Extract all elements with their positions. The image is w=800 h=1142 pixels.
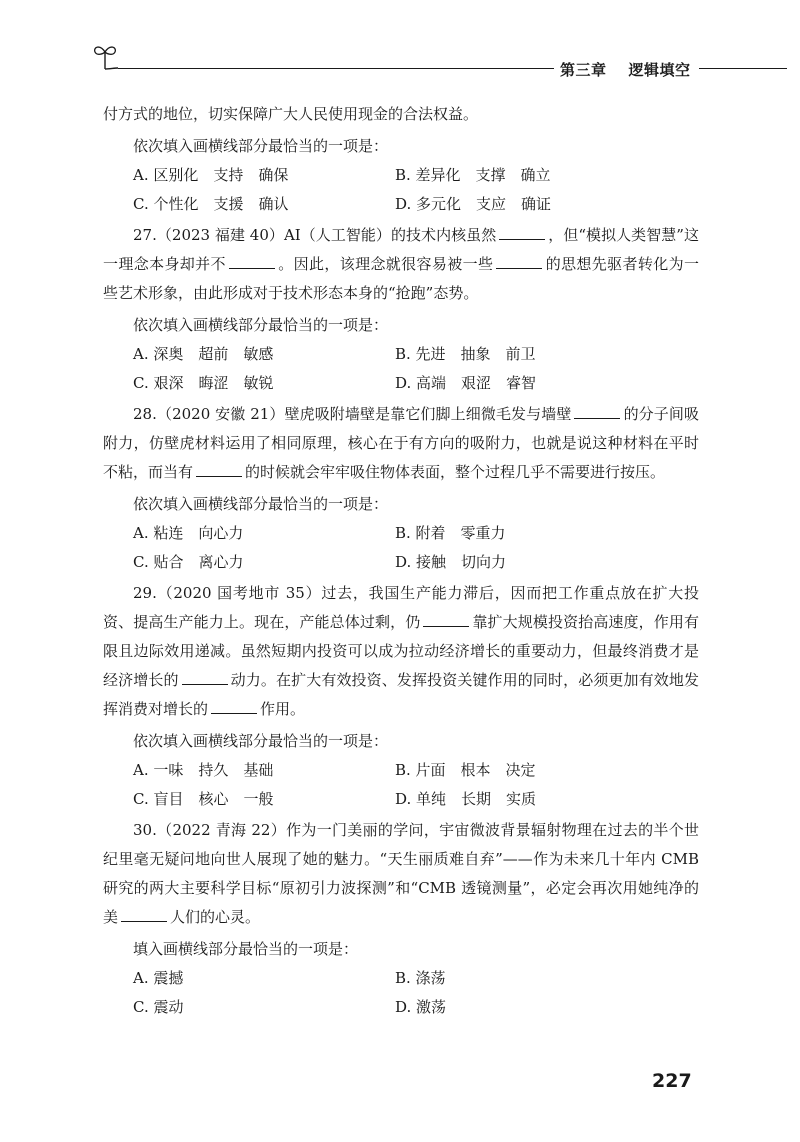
answer-blank — [423, 612, 469, 627]
option-d: D. 单纯 长期 实质 — [395, 790, 537, 808]
answer-blank — [496, 254, 542, 269]
answer-blank — [211, 699, 257, 714]
option-a: A. 粘连 向心力 — [133, 524, 244, 542]
sprout-icon — [92, 40, 118, 70]
answer-blank — [574, 404, 620, 419]
text-segment: 27.（2023 福建 40）AI（人工智能）的技术内核虽然 — [133, 226, 497, 244]
question-prompt: 依次填入画横线部分最恰当的一项是： — [133, 316, 389, 334]
chapter-number: 第三章 — [560, 61, 607, 79]
option-c: C. 贴合 离心力 — [133, 553, 244, 571]
option-d: D. 接触 切向力 — [395, 553, 507, 571]
question-prompt: 依次填入画横线部分最恰当的一项是： — [133, 732, 389, 750]
continued-paragraph: 付方式的地位，切实保障广大人民使用现金的合法权益。 — [103, 105, 479, 123]
question-prompt: 填入画横线部分最恰当的一项是： — [133, 940, 359, 958]
option-a: A. 深奥 超前 敏感 — [133, 345, 274, 363]
text-segment: 靠扩大规模投资抬高速度，作用有限且边际效用递减。虽然短期内投资可以成为拉动经济增长的重要动力，但最终消费才是经济增长的 — [103, 613, 699, 689]
text-segment: 人们的心灵。 — [170, 908, 261, 926]
option-b: B. 片面 根本 决定 — [395, 761, 536, 779]
question-30-stem — [103, 816, 699, 932]
question-prompt: 依次填入画横线部分最恰当的一项是： — [133, 495, 389, 513]
answer-blank — [121, 907, 167, 922]
option-b: B. 附着 零重力 — [395, 524, 506, 542]
option-c: C. 震动 — [133, 998, 184, 1016]
header-rule-right — [699, 68, 787, 69]
option-c: C. 艰深 晦涩 敏锐 — [133, 374, 274, 392]
text-segment: 29.（2020 国考地市 35）过去，我国生产能力滞后，因而把工作重点放在扩大投资、提高生产能力上。现在，产能总体过剩，仍 — [103, 584, 699, 631]
text-segment: 的时候就会牢牢吸住物体表面，整个过程几乎不需要进行按压。 — [245, 463, 666, 481]
answer-options — [103, 756, 699, 814]
text-segment: 28.（2020 安徽 21）壁虎吸附墙壁是靠它们脚上细微毛发与墙壁 — [133, 405, 572, 423]
option-a: A. 震撼 — [133, 969, 184, 987]
text-segment: ，但“模拟人类智慧”这一理念本身却并不 — [103, 226, 699, 273]
option-d: D. 多元化 支应 确证 — [395, 195, 552, 213]
question-29-stem — [103, 579, 699, 724]
chapter-title: 逻辑填空 — [628, 61, 691, 79]
answer-options — [103, 964, 699, 1022]
text-segment: 30.（2022 青海 22）作为一门美丽的学问，宇宙微波背景辐射物理在过去的半个世纪里毫无疑问地向世人展现了她的魅力。“天生丽质难自弃”——作为未来几十年内 CMB 研究的两大主要科学目标“原初引力波探测”和“CMB 透镜测量”，必定会再次用她纯净的美 — [103, 821, 699, 926]
page-content — [103, 100, 699, 1022]
answer-blank — [229, 254, 275, 269]
option-b: B. 涤荡 — [395, 969, 446, 987]
answer-options — [103, 161, 699, 219]
question-27-stem — [103, 221, 699, 308]
text-segment: 的思想先驱者转化为一些艺术形象，由此形成对于技术形态本身的“抢跑”态势。 — [103, 255, 699, 302]
text-segment: 。因此，该理念就很容易被一些 — [277, 255, 494, 273]
text-segment: 的分子间吸附力，仿壁虎材料运用了相同原理，核心在于有方向的吸附力，也就是说这种材料在平时不粘，而当有 — [103, 405, 699, 481]
text-segment: 动力。在扩大有效投资、发挥投资关键作用的同时，必须更加有效地发挥消费对增长的 — [103, 671, 699, 718]
text-segment: 作用。 — [260, 700, 306, 718]
header-rule-left — [118, 68, 554, 69]
option-c: C. 个性化 支援 确认 — [133, 195, 289, 213]
answer-blank — [499, 225, 545, 240]
option-d: D. 激荡 — [395, 998, 447, 1016]
option-b: B. 先进 抽象 前卫 — [395, 345, 536, 363]
option-b: B. 差异化 支撑 确立 — [395, 166, 551, 184]
answer-options — [103, 519, 699, 577]
question-prompt: 依次填入画横线部分最恰当的一项是： — [133, 137, 389, 155]
option-a: A. 区别化 支持 确保 — [133, 166, 289, 184]
running-header — [0, 0, 800, 80]
answer-options — [103, 340, 699, 398]
chapter-heading — [560, 59, 691, 80]
option-c: C. 盲目 核心 一般 — [133, 790, 274, 808]
question-28-stem — [103, 400, 699, 487]
option-d: D. 高端 艰涩 睿智 — [395, 374, 537, 392]
answer-blank — [182, 670, 228, 685]
option-a: A. 一味 持久 基础 — [133, 761, 274, 779]
page-number: 227 — [652, 1070, 692, 1092]
answer-blank — [196, 462, 242, 477]
